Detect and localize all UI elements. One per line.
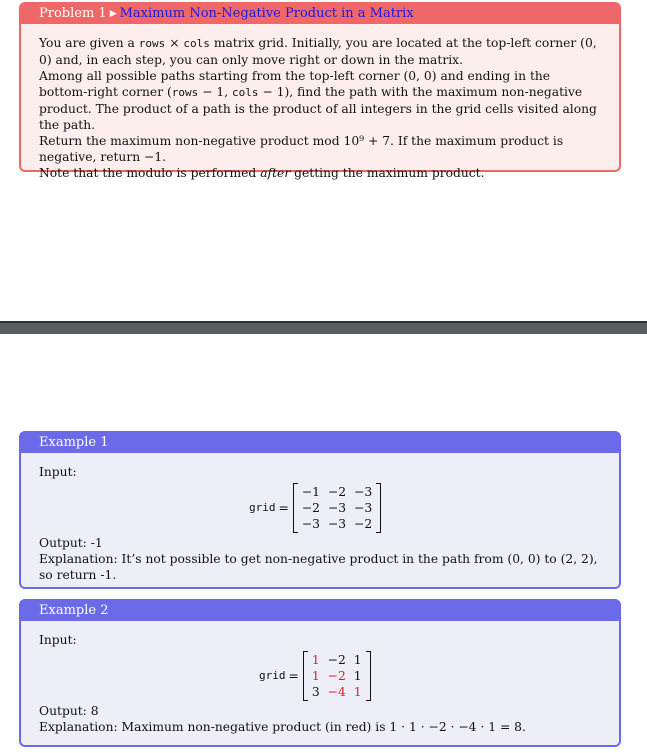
matrix-cell: −2 xyxy=(354,517,373,531)
matrix-cell: −1 xyxy=(301,485,320,499)
matrix-row xyxy=(298,500,376,516)
matrix-cell: 3 xyxy=(311,685,320,699)
example-2-body xyxy=(21,621,619,745)
matrix-row xyxy=(308,652,366,668)
right-bracket xyxy=(376,483,381,533)
matrix-cell-highlighted: −2 xyxy=(327,669,346,683)
example-1-grid: grid = −1 −2 −3 −2 −3 −3 −3 −3 −2 xyxy=(249,483,381,533)
right-bracket xyxy=(366,651,371,701)
example-2-grid: grid = 1 −2 1 1 −2 1 3 −4 1 xyxy=(259,651,371,701)
matrix-cell: −2 xyxy=(301,501,320,515)
triangle-right-icon: ▶ xyxy=(109,9,117,19)
example-1-input-label: Input: xyxy=(39,465,77,479)
statement-paragraph-1: You are given a rows × cols matrix grid. Initially, you are located at the top-left corner (0, 0) and, in each step, you can only move right or down in the matrix. xyxy=(39,36,597,67)
matrix-row xyxy=(308,668,366,684)
statement-paragraph-3: Return the maximum non-negative product mod 10⁹ + 7. If the maximum product is negative, return −1. xyxy=(39,134,564,164)
grid-label: grid xyxy=(259,669,286,682)
example-1-matrix xyxy=(298,484,376,532)
example-1-title: Example 1 xyxy=(21,433,619,453)
example-1-result xyxy=(39,535,601,583)
matrix-cell: −3 xyxy=(327,517,347,531)
matrix-cell: −3 xyxy=(301,517,320,531)
example-2-box xyxy=(19,599,621,747)
grid-label: grid xyxy=(249,501,276,514)
matrix-cell: −3 xyxy=(354,485,373,499)
example-1-body xyxy=(21,453,619,587)
problem-label: Problem 1 xyxy=(39,6,107,21)
example-2-title: Example 2 xyxy=(21,601,619,621)
problem-box xyxy=(19,2,621,180)
problem-header xyxy=(21,4,619,24)
statement-paragraph-2: Among all possible paths starting from the top-left corner (0, 0) and ending in the bottom-right corner (rows − 1, cols − 1), find the path with the maximum non-negative product. The product of a path is the product of all integers in the grid cells visited along the path. xyxy=(39,69,597,132)
matrix-row xyxy=(308,684,366,700)
example-1-output: Output: -1 xyxy=(39,536,103,550)
matrix-row xyxy=(298,516,376,532)
example-2-output: Output: 8 xyxy=(39,704,99,718)
matrix-cell-highlighted: 1 xyxy=(311,653,320,667)
example-2-explanation: Explanation: Maximum non-negative product (in red) is 1 · 1 · −2 · −4 · 1 = 8. xyxy=(39,720,526,734)
statement-paragraph-4: Note that the modulo is performed after getting the maximum product. xyxy=(39,166,485,180)
matrix-cell: −2 xyxy=(327,485,347,499)
section-divider xyxy=(0,321,647,334)
example-2-matrix xyxy=(308,652,366,700)
example-1-box xyxy=(19,431,621,589)
matrix-cell: 1 xyxy=(353,669,362,683)
problem-title: Maximum Non-Negative Product in a Matrix xyxy=(119,6,414,21)
matrix-cell: −3 xyxy=(354,501,373,515)
matrix-cell-highlighted: 1 xyxy=(311,669,320,683)
matrix-cell: −3 xyxy=(327,501,347,515)
example-2-result xyxy=(39,703,526,735)
matrix-cell-highlighted: −4 xyxy=(327,685,346,699)
example-1-explanation: Explanation: It’s not possible to get non-negative product in the path from (0, 0) to (2, 2), so return -1. xyxy=(39,552,598,582)
matrix-cell-highlighted: 1 xyxy=(353,685,362,699)
example-2-input-label: Input: xyxy=(39,633,77,647)
matrix-row xyxy=(298,484,376,500)
problem-statement xyxy=(21,24,619,181)
matrix-cell: 1 xyxy=(353,653,362,667)
matrix-cell: −2 xyxy=(327,653,346,667)
